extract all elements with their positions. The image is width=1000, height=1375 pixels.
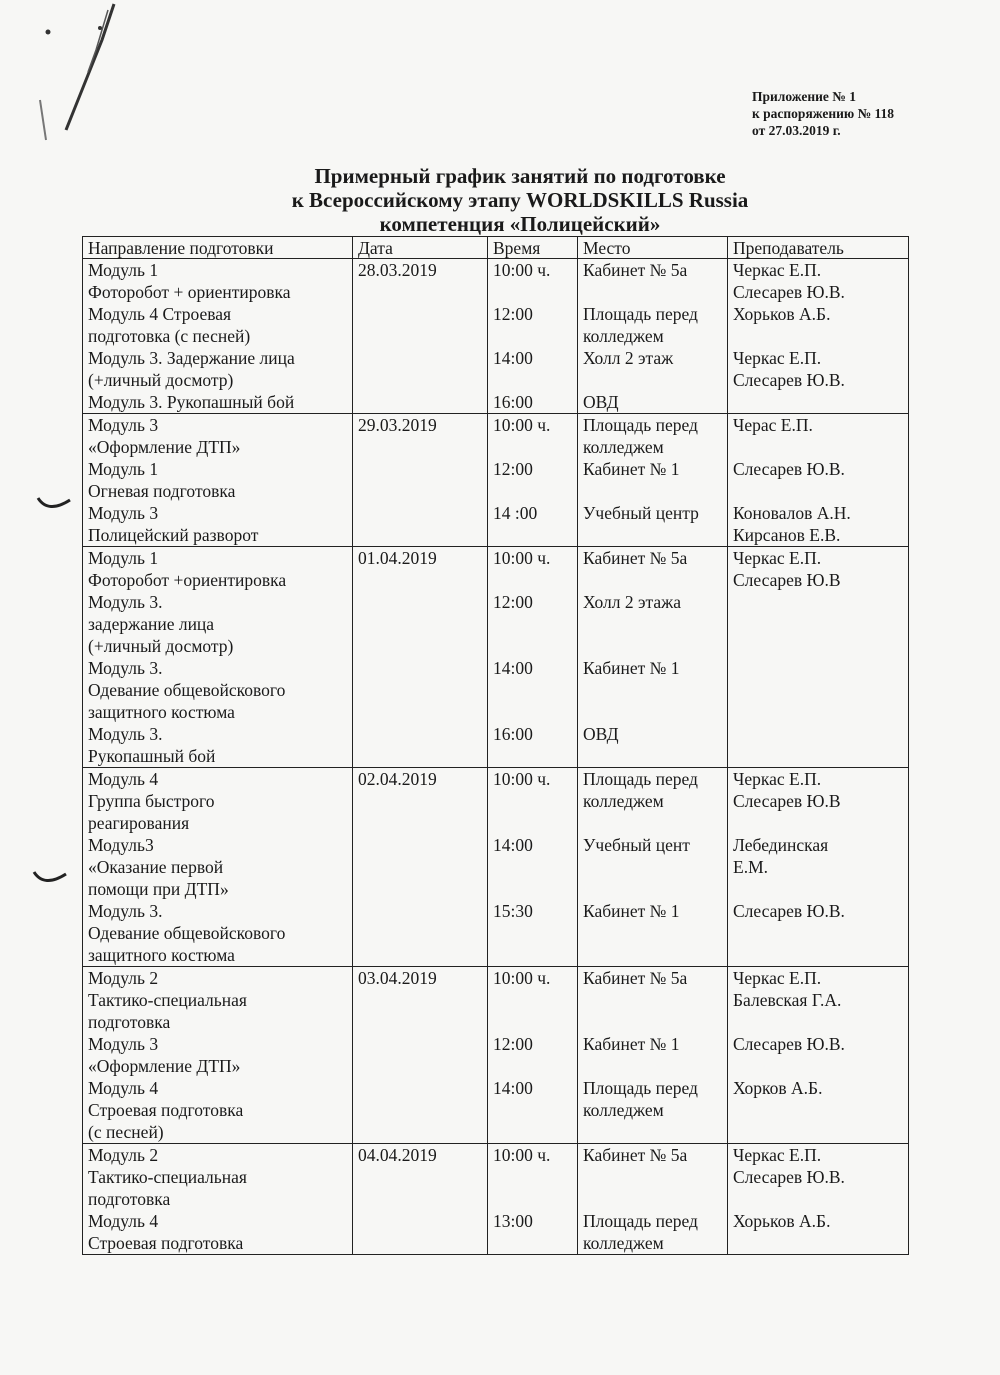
blank-line — [733, 325, 903, 347]
cell-direction — [83, 1144, 353, 1255]
blank-line — [733, 944, 903, 966]
document-title — [240, 164, 800, 236]
blank-line — [583, 635, 722, 657]
direction-line: защитного костюма — [88, 702, 235, 722]
place-line: Площадь перед — [583, 1078, 698, 1098]
direction-line: Рукопашный бой — [88, 746, 216, 766]
cell-date — [353, 1144, 488, 1255]
direction-line: Модуль 3 — [88, 503, 159, 523]
blank-line — [733, 679, 903, 701]
date-text: 03.04.2019 — [358, 968, 437, 988]
direction-line: Модуль3 — [88, 835, 154, 855]
blank-line — [493, 922, 572, 944]
direction-line: Модуль 3. — [88, 724, 163, 744]
blank-line — [733, 436, 903, 458]
place-line: колледжем — [583, 791, 664, 811]
direction-line: «Оформление ДТП» — [88, 437, 241, 457]
blank-line — [583, 1166, 722, 1188]
place-line: колледжем — [583, 326, 664, 346]
cell-direction — [83, 414, 353, 547]
blank-line — [583, 281, 722, 303]
blank-line — [733, 1188, 903, 1210]
teacher-line: Слесарев Ю.В — [733, 570, 841, 590]
place-line: Кабинет № 5а — [583, 1145, 688, 1165]
blank-line — [733, 701, 903, 723]
place-line: Холл 2 этажа — [583, 592, 682, 612]
time-line: 10:00 ч. — [493, 415, 551, 435]
blank-line — [493, 635, 572, 657]
blank-line — [493, 1099, 572, 1121]
cell-teacher — [728, 1144, 909, 1255]
place-line: Учебный цент — [583, 835, 690, 855]
blank-line — [733, 922, 903, 944]
cell-place — [578, 547, 728, 768]
direction-line: Модуль 3. Задержание лица — [88, 348, 295, 368]
time-line: 14:00 — [493, 835, 533, 855]
blank-line — [583, 369, 722, 391]
table-row — [83, 547, 909, 768]
blank-line — [583, 856, 722, 878]
teacher-line: Черкас Е.П. — [733, 348, 822, 368]
direction-line: подготовка — [88, 1012, 171, 1032]
direction-line: Модуль 4 — [88, 769, 159, 789]
header-teacher: Преподаватель — [728, 237, 909, 259]
schedule-body — [83, 259, 909, 1255]
cell-time — [488, 547, 578, 768]
cell-direction — [83, 259, 353, 414]
time-line: 14 :00 — [493, 503, 538, 523]
date-text: 28.03.2019 — [358, 260, 437, 280]
time-line: 14:00 — [493, 1078, 533, 1098]
direction-line: Модуль 1 — [88, 459, 159, 479]
cell-place — [578, 1144, 728, 1255]
blank-line — [733, 1011, 903, 1033]
table-header-row — [83, 237, 909, 259]
cell-time — [488, 1144, 578, 1255]
place-line: Площадь перед — [583, 415, 698, 435]
check-mark-2 — [30, 866, 70, 892]
blank-line — [493, 325, 572, 347]
direction-line: помощи при ДТП» — [88, 879, 229, 899]
place-line: Кабинет № 1 — [583, 901, 680, 921]
blank-line — [493, 480, 572, 502]
annex-line-3: от 27.03.2019 г. — [752, 123, 841, 138]
time-line: 12:00 — [493, 304, 533, 324]
teacher-line: Балевская Г.А. — [733, 990, 842, 1010]
annex-reference — [752, 88, 894, 139]
direction-line: (с песней) — [88, 1122, 164, 1142]
time-line: 10:00 ч. — [493, 968, 551, 988]
direction-line: (+личный досмотр) — [88, 370, 234, 390]
blank-line — [493, 812, 572, 834]
blank-line — [583, 1188, 722, 1210]
blank-line — [493, 856, 572, 878]
cell-time — [488, 414, 578, 547]
cell-direction — [83, 768, 353, 967]
blank-line — [733, 745, 903, 767]
place-line: Площадь перед — [583, 304, 698, 324]
cell-place — [578, 414, 728, 547]
place-line: Кабинет № 1 — [583, 1034, 680, 1054]
header-place: Место — [578, 237, 728, 259]
direction-line: Полицейский разворот — [88, 525, 259, 545]
direction-line: Модуль 3. — [88, 901, 163, 921]
blank-line — [493, 436, 572, 458]
cell-direction — [83, 547, 353, 768]
schedule-table — [82, 236, 909, 1255]
cell-date — [353, 547, 488, 768]
blank-line — [493, 989, 572, 1011]
title-line-1: Примерный график занятий по подготовке — [314, 164, 726, 188]
teacher-line: Черас Е.П. — [733, 415, 813, 435]
time-line: 12:00 — [493, 592, 533, 612]
teacher-line: Е.М. — [733, 857, 768, 877]
time-line: 12:00 — [493, 1034, 533, 1054]
blank-line — [583, 1121, 722, 1143]
blank-line — [733, 635, 903, 657]
direction-line: Огневая подготовка — [88, 481, 236, 501]
place-line: Кабинет № 1 — [583, 658, 680, 678]
teacher-line: Слесарев Ю.В. — [733, 1034, 845, 1054]
time-line: 16:00 — [493, 392, 533, 412]
blank-line — [733, 878, 903, 900]
blank-line — [733, 613, 903, 635]
date-text: 01.04.2019 — [358, 548, 437, 568]
date-text: 02.04.2019 — [358, 769, 437, 789]
direction-line: Модуль 4 — [88, 1078, 159, 1098]
time-line: 10:00 ч. — [493, 769, 551, 789]
place-line: Кабинет № 5а — [583, 968, 688, 988]
teacher-line: Хорков А.Б. — [733, 1078, 823, 1098]
direction-line: Модуль 1 — [88, 548, 159, 568]
place-line: Холл 2 этаж — [583, 348, 674, 368]
direction-line: Группа быстрого — [88, 791, 215, 811]
blank-line — [493, 524, 572, 546]
blank-line — [583, 569, 722, 591]
cell-place — [578, 768, 728, 967]
time-line: 10:00 ч. — [493, 260, 551, 280]
blank-line — [493, 944, 572, 966]
date-text: 29.03.2019 — [358, 415, 437, 435]
direction-line: Строевая подготовка — [88, 1233, 244, 1253]
direction-line: Тактико-специальная — [88, 990, 247, 1010]
header-direction: Направление подготовки — [83, 237, 353, 259]
cell-time — [488, 967, 578, 1144]
place-line: ОВД — [583, 392, 619, 412]
cell-teacher — [728, 414, 909, 547]
table-row — [83, 768, 909, 967]
blank-line — [733, 480, 903, 502]
blank-line — [583, 1011, 722, 1033]
teacher-line: Коновалов А.Н. — [733, 503, 851, 523]
blank-line — [583, 701, 722, 723]
blank-line — [493, 569, 572, 591]
blank-line — [583, 480, 722, 502]
blank-line — [493, 878, 572, 900]
blank-line — [493, 1188, 572, 1210]
teacher-line: Слесарев Ю.В. — [733, 901, 845, 921]
teacher-line: Хорьков А.Б. — [733, 304, 831, 324]
teacher-line: Черкас Е.П. — [733, 260, 822, 280]
blank-line — [493, 1166, 572, 1188]
time-line: 16:00 — [493, 724, 533, 744]
direction-line: «Оформление ДТП» — [88, 1056, 241, 1076]
blank-line — [493, 790, 572, 812]
place-line: Площадь перед — [583, 1211, 698, 1231]
direction-line: Модуль 4 Строевая — [88, 304, 232, 324]
teacher-line: Лебединская — [733, 835, 829, 855]
blank-line — [493, 281, 572, 303]
teacher-line: Слесарев Ю.В. — [733, 459, 845, 479]
direction-line: Тактико-специальная — [88, 1167, 247, 1187]
direction-line: подготовка (с песней) — [88, 326, 251, 346]
direction-line: Модуль 1 — [88, 260, 159, 280]
blank-line — [733, 723, 903, 745]
place-line: колледжем — [583, 1100, 664, 1120]
blank-line — [583, 989, 722, 1011]
direction-line: реагирования — [88, 813, 190, 833]
direction-line: Модуль 3. Рукопашный бой — [88, 392, 295, 412]
time-line: 13:00 — [493, 1211, 533, 1231]
cell-place — [578, 967, 728, 1144]
teacher-line: Слесарев Ю.В — [733, 791, 841, 811]
blank-line — [583, 1055, 722, 1077]
annex-line-1: Приложение № 1 — [752, 89, 856, 104]
blank-line — [583, 745, 722, 767]
teacher-line: Черкас Е.П. — [733, 769, 822, 789]
blank-line — [493, 613, 572, 635]
direction-line: Модуль 2 — [88, 1145, 159, 1165]
teacher-line: Черкас Е.П. — [733, 1145, 822, 1165]
blank-line — [733, 1232, 903, 1254]
date-text: 04.04.2019 — [358, 1145, 437, 1165]
title-line-3: компетенция «Полицейский» — [379, 212, 661, 236]
cell-direction — [83, 967, 353, 1144]
direction-line: Одевание общевойскового — [88, 923, 286, 943]
direction-line: «Оказание первой — [88, 857, 224, 877]
blank-line — [583, 812, 722, 834]
blank-line — [493, 1232, 572, 1254]
time-line: 14:00 — [493, 348, 533, 368]
time-line: 12:00 — [493, 459, 533, 479]
blank-line — [583, 613, 722, 635]
cell-place — [578, 259, 728, 414]
time-line: 10:00 ч. — [493, 548, 551, 568]
blank-line — [493, 1055, 572, 1077]
cell-time — [488, 768, 578, 967]
direction-line: Модуль 4 — [88, 1211, 159, 1231]
blank-line — [733, 657, 903, 679]
blank-line — [493, 745, 572, 767]
direction-line: Модуль 3. — [88, 658, 163, 678]
blank-line — [733, 1055, 903, 1077]
table-row — [83, 1144, 909, 1255]
teacher-line: Черкас Е.П. — [733, 968, 822, 988]
blank-line — [733, 812, 903, 834]
place-line: колледжем — [583, 1233, 664, 1253]
blank-line — [583, 524, 722, 546]
place-line: ОВД — [583, 724, 619, 744]
direction-line: Модуль 2 — [88, 968, 159, 988]
table-row — [83, 414, 909, 547]
direction-line: (+личный досмотр) — [88, 636, 234, 656]
blank-line — [583, 878, 722, 900]
check-mark-1 — [34, 492, 74, 518]
blank-line — [583, 679, 722, 701]
blank-line — [493, 701, 572, 723]
blank-line — [493, 369, 572, 391]
teacher-line: Слесарев Ю.В. — [733, 1167, 845, 1187]
direction-line: задержание лица — [88, 614, 215, 634]
direction-line: защитного костюма — [88, 945, 235, 965]
header-date: Дата — [353, 237, 488, 259]
title-line-2: к Всероссийскому этапу WORLDSKILLS Russia — [291, 188, 749, 212]
blank-line — [733, 391, 903, 413]
place-line: Кабинет № 5а — [583, 548, 688, 568]
direction-line: Фоторобот +ориентировка — [88, 570, 287, 590]
time-line: 10:00 ч. — [493, 1145, 551, 1165]
teacher-line: Слесарев Ю.В. — [733, 282, 845, 302]
direction-line: Модуль 3 — [88, 1034, 159, 1054]
place-line: Учебный центр — [583, 503, 699, 523]
direction-line: Одевание общевойскового — [88, 680, 286, 700]
teacher-line: Кирсанов Е.В. — [733, 525, 841, 545]
cell-date — [353, 768, 488, 967]
blank-line — [733, 591, 903, 613]
pen-scratch-mark — [36, 0, 146, 160]
direction-line: Модуль 3 — [88, 415, 159, 435]
direction-line: Модуль 3. — [88, 592, 163, 612]
table-row — [83, 259, 909, 414]
blank-line — [733, 1099, 903, 1121]
header-time: Время — [488, 237, 578, 259]
cell-date — [353, 259, 488, 414]
cell-teacher — [728, 547, 909, 768]
direction-line: Фоторобот + ориентировка — [88, 282, 291, 302]
blank-line — [733, 1121, 903, 1143]
cell-teacher — [728, 768, 909, 967]
cell-teacher — [728, 967, 909, 1144]
time-line: 15:30 — [493, 901, 533, 921]
direction-line: подготовка — [88, 1189, 171, 1209]
direction-line: Строевая подготовка — [88, 1100, 244, 1120]
blank-line — [493, 1121, 572, 1143]
cell-time — [488, 259, 578, 414]
cell-teacher — [728, 259, 909, 414]
place-line: Кабинет № 5а — [583, 260, 688, 280]
blank-line — [583, 922, 722, 944]
cell-date — [353, 414, 488, 547]
place-line: колледжем — [583, 437, 664, 457]
place-line: Площадь перед — [583, 769, 698, 789]
teacher-line: Хорьков А.Б. — [733, 1211, 831, 1231]
blank-line — [493, 1011, 572, 1033]
place-line: Кабинет № 1 — [583, 459, 680, 479]
annex-line-2: к распоряжению № 118 — [752, 106, 895, 121]
cell-date — [353, 967, 488, 1144]
table-row — [83, 967, 909, 1144]
blank-line — [583, 944, 722, 966]
time-line: 14:00 — [493, 658, 533, 678]
teacher-line: Черкас Е.П. — [733, 548, 822, 568]
teacher-line: Слесарев Ю.В. — [733, 370, 845, 390]
blank-line — [493, 679, 572, 701]
